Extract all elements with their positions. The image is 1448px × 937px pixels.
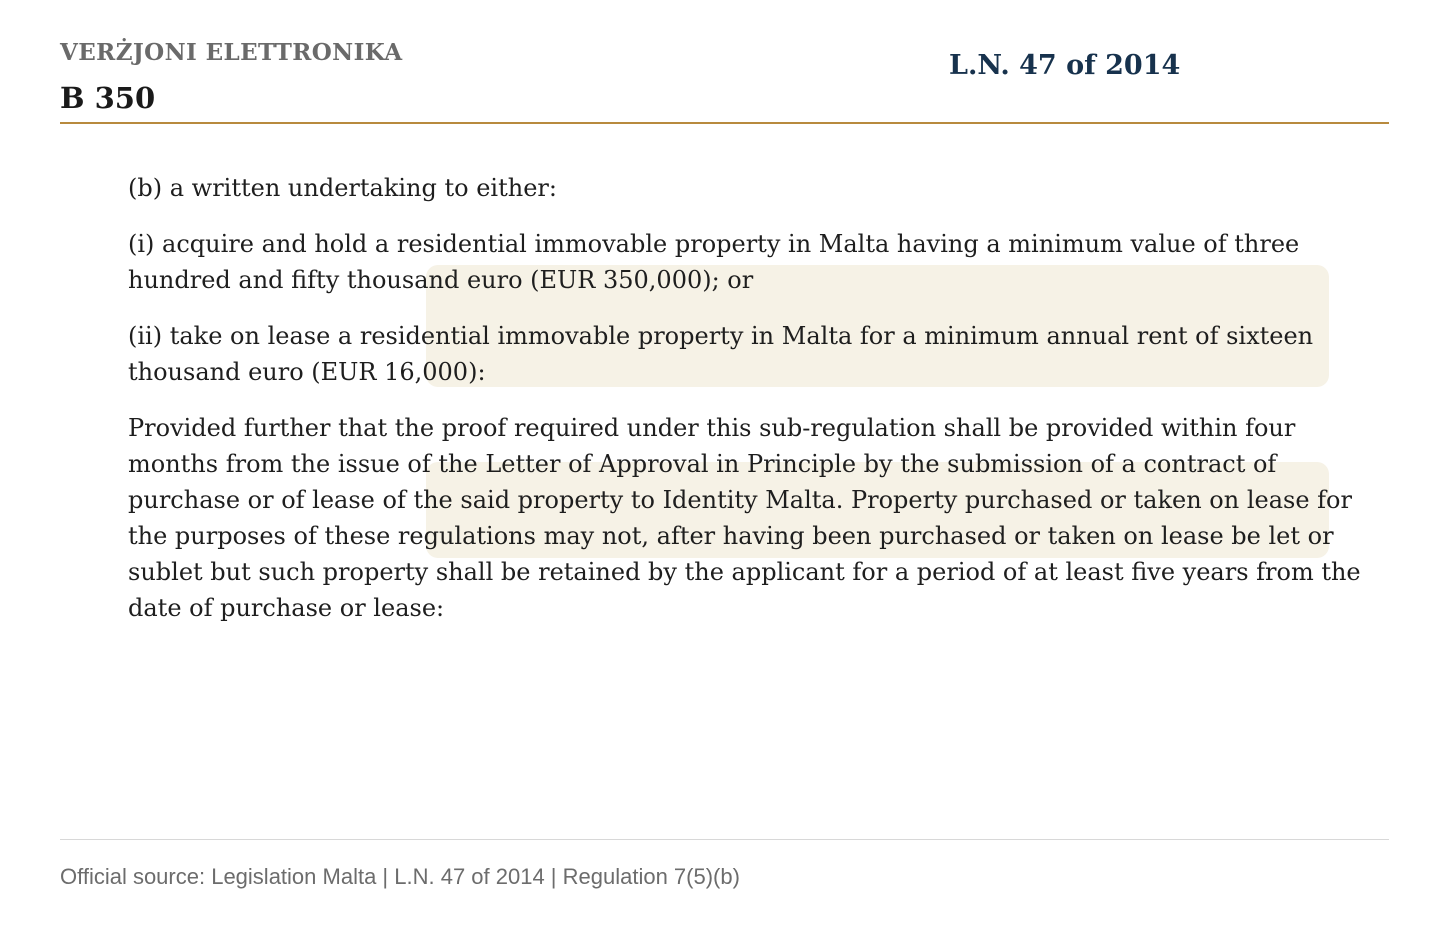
page-header <box>60 38 402 116</box>
paragraph-ii: (ii) take on lease a residential immovable property in Malta for a minimum annual rent of sixteen thousand euro (EUR 16,000): <box>128 322 1314 386</box>
regulation-text <box>128 170 1390 646</box>
edition-label: VERŻJONI ELETTRONIKA <box>60 39 403 66</box>
footer-divider <box>60 839 1389 840</box>
document-reference: L.N. 47 of 2014 <box>949 50 1181 81</box>
page-number: B 350 <box>60 81 156 115</box>
header-divider <box>60 122 1389 124</box>
proviso-paragraph: Provided further that the proof required under this sub-regulation shall be provided within four months from the issue of the Letter of Approval in Principle by the submission of a contract of purchase or of lease of the said property to Identity Malta. Property purchased or taken on lease for the purposes of these regulations may not, after having been purchased or taken on lease be let or sublet but such property shall be retained by the applicant for a period of at least five years from the date of purchase or lease: <box>128 414 1361 622</box>
footer-source: Official source: Legislation Malta | L.N. 47 of 2014 | Regulation 7(5)(b) <box>60 864 740 889</box>
paragraph-b: (b) a written undertaking to either: <box>128 174 557 202</box>
paragraph-i: (i) acquire and hold a residential immovable property in Malta having a minimum value of three hundred and fifty thousand euro (EUR 350,000); or <box>128 230 1300 294</box>
